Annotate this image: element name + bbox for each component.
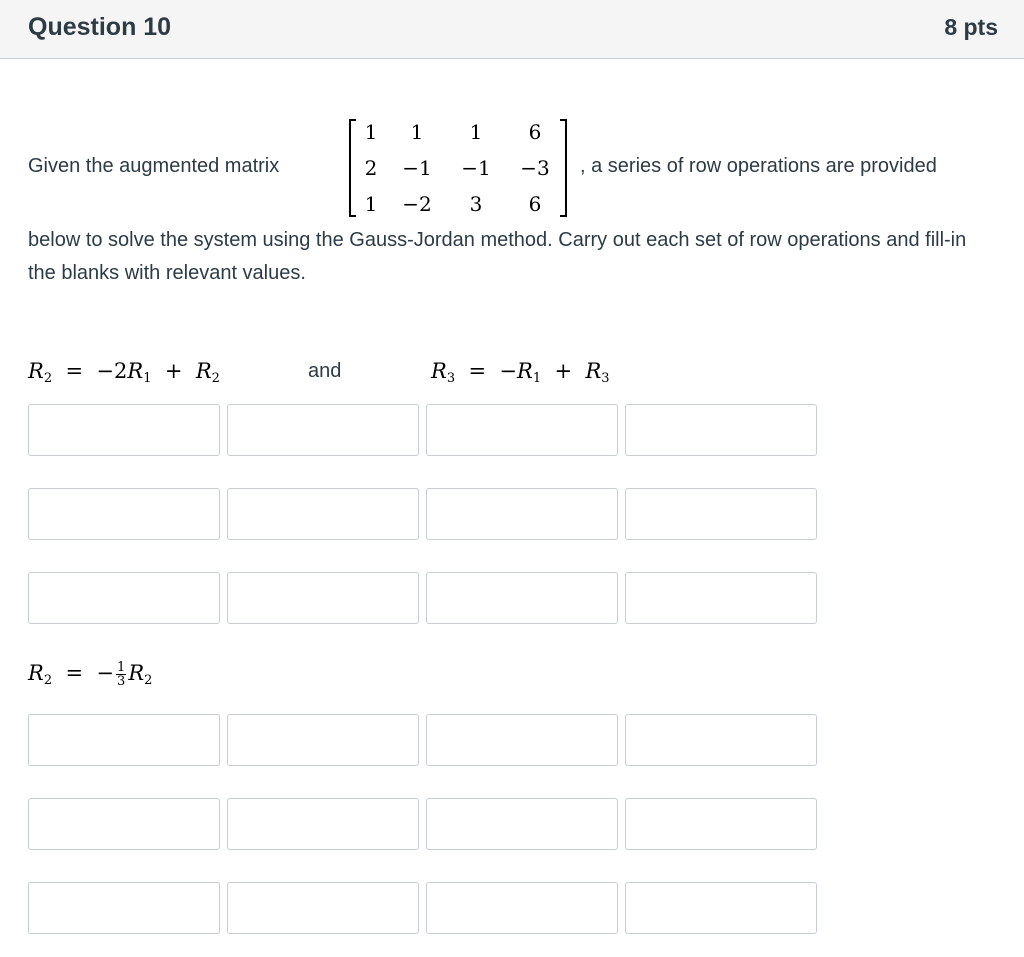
answer-blank[interactable] <box>28 488 220 540</box>
answer-blank[interactable] <box>426 882 618 934</box>
answer-blank[interactable] <box>426 714 618 766</box>
answer-blank[interactable] <box>426 798 618 850</box>
answer-blank[interactable] <box>426 404 618 456</box>
answer-blank[interactable] <box>227 572 419 624</box>
answer-blank[interactable] <box>625 404 817 456</box>
answer-blank[interactable] <box>28 798 220 850</box>
matrix-cell: −2 <box>402 192 432 216</box>
fraction: $\frac{1}{3}$ <box>117 660 126 689</box>
row-operation-3: $R_2$ = − $\frac{1}{3}$ $R_2$ <box>28 660 153 689</box>
matrix-cell: 6 <box>528 120 542 144</box>
answer-blank[interactable] <box>625 882 817 934</box>
answer-blank[interactable] <box>426 572 618 624</box>
answer-blank[interactable] <box>227 882 419 934</box>
matrix-cell: 2 <box>364 156 378 180</box>
matrix-cell: 6 <box>528 192 542 216</box>
answer-blank[interactable] <box>625 488 817 540</box>
matrix-cell: −1 <box>402 156 432 180</box>
matrix-cell: 3 <box>469 192 483 216</box>
question-header <box>0 0 1024 59</box>
matrix-cell: −3 <box>520 156 550 180</box>
matrix-cell: 1 <box>469 120 483 144</box>
augmented-matrix <box>346 116 570 220</box>
answer-blank[interactable] <box>227 488 419 540</box>
matrix-right-bracket <box>560 119 567 217</box>
matrix-cell: 1 <box>410 120 424 144</box>
answer-blank[interactable] <box>426 488 618 540</box>
question-title: Question 10 <box>28 13 172 41</box>
answer-blank[interactable] <box>227 714 419 766</box>
answer-blank[interactable] <box>227 798 419 850</box>
intro-suffix: , a series of row operations are provided <box>580 155 937 177</box>
answer-blank[interactable] <box>625 572 817 624</box>
row-operation-1: $R_2 = -2R_1 + R_2$ <box>28 359 220 386</box>
answer-blank[interactable] <box>28 714 220 766</box>
question-points: 8 pts <box>944 14 998 40</box>
row-operation-2: $R_3 = -R_1 + R_3$ <box>431 359 610 386</box>
instructions-paragraph: below to solve the system using the Gauss-Jordan method. Carry out each set of row operations and fill-in the blanks with relevant values. <box>28 229 967 284</box>
answer-blank[interactable] <box>28 404 220 456</box>
matrix-cell: −1 <box>461 156 491 180</box>
matrix-cell: 1 <box>364 120 378 144</box>
answer-blank[interactable] <box>28 882 220 934</box>
answer-blank[interactable] <box>28 572 220 624</box>
answer-blank[interactable] <box>625 714 817 766</box>
matrix-cell: 1 <box>364 192 378 216</box>
answer-blank[interactable] <box>227 404 419 456</box>
and-connector: and <box>308 360 342 382</box>
intro-prefix: Given the augmented matrix <box>28 155 280 177</box>
answer-blank[interactable] <box>625 798 817 850</box>
